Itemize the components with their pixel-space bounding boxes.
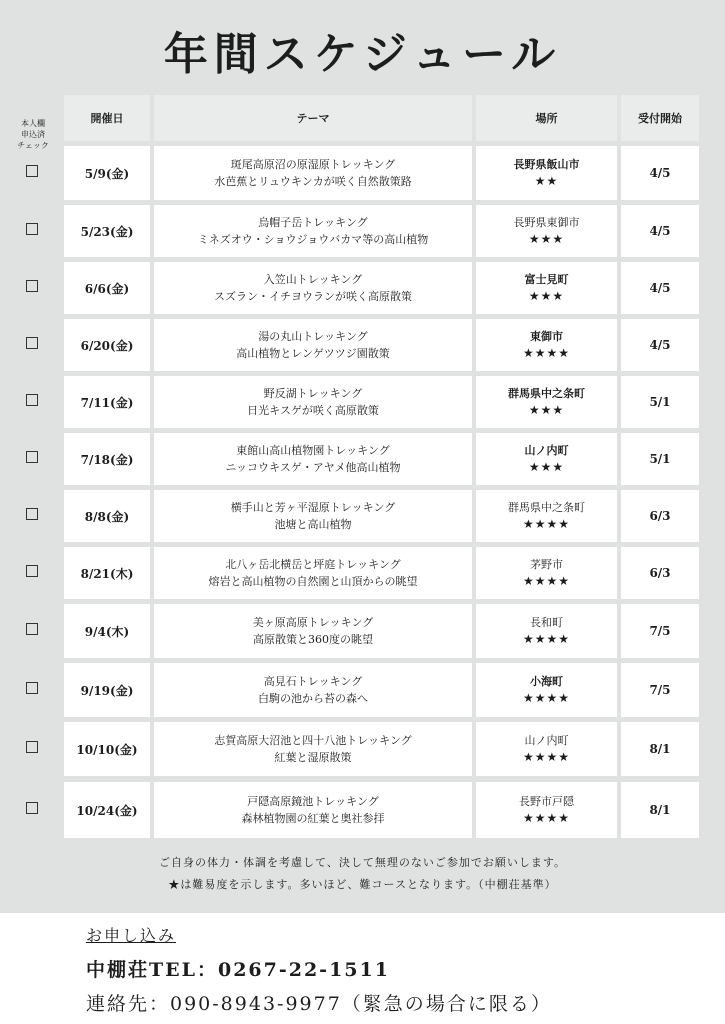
difficulty-stars: ★★★★ <box>522 346 571 360</box>
theme-description: 紅葉と湿原散策 <box>274 751 352 764</box>
difficulty-stars: ★★★★ <box>522 632 571 646</box>
apply-heading: お申し込み <box>86 926 177 945</box>
theme-description: 熔岩と高山植物の自然園と山頂からの眺望 <box>208 575 418 588</box>
event-theme <box>154 604 472 658</box>
event-date: 9/4(木) <box>64 604 150 658</box>
table-row <box>0 205 725 257</box>
table-row <box>0 376 725 428</box>
notes <box>0 852 725 896</box>
header-open: 受付開始 <box>621 95 699 141</box>
difficulty-stars: ★★★★ <box>522 574 571 588</box>
difficulty-stars: ★★★★ <box>522 517 571 531</box>
signup-checkbox[interactable] <box>26 508 38 520</box>
difficulty-stars: ★★ <box>534 174 559 188</box>
event-date: 7/11(金) <box>64 376 150 428</box>
event-place <box>476 722 617 776</box>
theme-title: 烏帽子岳トレッキング <box>258 216 368 229</box>
difficulty-stars: ★★★ <box>528 289 565 303</box>
place-name: 長和町 <box>530 616 563 629</box>
registration-open-date: 8/1 <box>621 782 699 838</box>
checkbox-column-header: 本人欄 申込済 チェック <box>17 119 49 150</box>
theme-description: 高山植物とレンゲツツジ園散策 <box>236 347 390 360</box>
registration-open-date: 4/5 <box>621 205 699 257</box>
theme-description: 日光キスゲが咲く高原散策 <box>247 404 379 417</box>
theme-description: 白駒の池から苔の森へ <box>258 692 368 705</box>
table-row <box>0 319 725 371</box>
event-place <box>476 782 617 838</box>
place-name: 長野市戸隠 <box>519 795 574 808</box>
event-theme <box>154 376 472 428</box>
signup-checkbox[interactable] <box>26 682 38 694</box>
place-name: 茅野市 <box>530 558 563 571</box>
footer <box>0 913 725 1024</box>
theme-title: 野反湖トレッキング <box>263 387 363 400</box>
signup-checkbox[interactable] <box>26 451 38 463</box>
registration-open-date: 5/1 <box>621 433 699 485</box>
theme-title: 北八ヶ岳北横岳と坪庭トレッキング <box>225 558 401 571</box>
event-place <box>476 376 617 428</box>
theme-description: 池塘と高山植物 <box>274 518 352 531</box>
signup-checkbox[interactable] <box>26 623 38 635</box>
table-row <box>0 490 725 542</box>
difficulty-stars: ★★★ <box>528 460 565 474</box>
place-name: 山ノ内町 <box>524 734 569 747</box>
signup-checkbox[interactable] <box>26 337 38 349</box>
event-date: 6/20(金) <box>64 319 150 371</box>
event-date: 6/6(金) <box>64 262 150 314</box>
signup-checkbox[interactable] <box>26 394 38 406</box>
contact-line: 連絡先：090-8943-9977（緊急の場合に限る） <box>86 993 552 1015</box>
event-date: 10/10(金) <box>64 722 150 776</box>
difficulty-stars: ★★★ <box>528 403 565 417</box>
theme-title: 湯の丸山トレッキング <box>258 330 368 343</box>
registration-open-date: 5/1 <box>621 376 699 428</box>
theme-description: ミネズオウ・ショウジョウバカマ等の高山植物 <box>197 233 429 246</box>
theme-description: スズラン・イチヨウランが咲く高原散策 <box>214 290 412 303</box>
event-date: 7/18(金) <box>64 433 150 485</box>
place-name: 東御市 <box>530 330 563 343</box>
theme-description: ニッコウキスゲ・アヤメ他高山植物 <box>225 461 401 474</box>
event-place <box>476 146 617 200</box>
difficulty-stars: ★★★ <box>528 232 565 246</box>
registration-open-date: 4/5 <box>621 319 699 371</box>
table-row <box>0 663 725 717</box>
signup-checkbox[interactable] <box>26 565 38 577</box>
difficulty-stars: ★★★★ <box>522 750 571 764</box>
registration-open-date: 6/3 <box>621 547 699 599</box>
note-line: ★は難易度を示します。多いほど、難コースとなります。（中棚荘基準） <box>168 878 557 891</box>
place-name: 長野県東御市 <box>513 216 580 229</box>
event-theme <box>154 146 472 200</box>
signup-checkbox[interactable] <box>26 802 38 814</box>
event-place <box>476 604 617 658</box>
event-date: 5/9(金) <box>64 146 150 200</box>
theme-title: 志賀高原大沼池と四十八池トレッキング <box>214 734 412 747</box>
theme-description: 水芭蕉とリュウキンカが咲く自然散策路 <box>214 175 412 188</box>
event-theme <box>154 782 472 838</box>
event-theme <box>154 547 472 599</box>
event-place <box>476 547 617 599</box>
event-place <box>476 490 617 542</box>
event-place <box>476 319 617 371</box>
place-name: 群馬県中之条町 <box>508 501 585 514</box>
table-row <box>0 547 725 599</box>
event-place <box>476 433 617 485</box>
signup-checkbox[interactable] <box>26 280 38 292</box>
table-row <box>0 433 725 485</box>
difficulty-stars: ★★★★ <box>522 811 571 825</box>
event-date: 8/8(金) <box>64 490 150 542</box>
page-title: 年間スケジュール <box>163 29 562 80</box>
event-date: 9/19(金) <box>64 663 150 717</box>
header-date: 開催日 <box>64 95 150 141</box>
registration-open-date: 6/3 <box>621 490 699 542</box>
signup-checkbox[interactable] <box>26 165 38 177</box>
registration-open-date: 8/1 <box>621 722 699 776</box>
event-theme <box>154 205 472 257</box>
table-row <box>0 262 725 314</box>
table-row <box>0 782 725 838</box>
theme-title: 美ヶ原高原トレッキング <box>252 616 374 629</box>
event-place <box>476 205 617 257</box>
theme-title: 入笠山トレッキング <box>263 273 363 286</box>
table-row <box>0 146 725 200</box>
theme-title: 斑尾高原沼の原湿原トレッキング <box>230 158 396 171</box>
event-theme <box>154 319 472 371</box>
registration-open-date: 7/5 <box>621 663 699 717</box>
registration-open-date: 4/5 <box>621 146 699 200</box>
event-date: 8/21(木) <box>64 547 150 599</box>
theme-title: 戸隠高原鏡池トレッキング <box>247 795 379 808</box>
difficulty-stars: ★★★★ <box>522 691 571 705</box>
table-row <box>0 604 725 658</box>
place-name: 富士見町 <box>524 273 569 286</box>
table-row <box>0 722 725 776</box>
event-place <box>476 663 617 717</box>
header-place: 場所 <box>476 95 617 141</box>
theme-description: 森林植物園の紅葉と奥社参拝 <box>241 812 385 825</box>
theme-title: 東館山高山植物園トレッキング <box>236 444 390 457</box>
theme-description: 高原散策と360度の眺望 <box>253 633 373 646</box>
signup-checkbox[interactable] <box>26 223 38 235</box>
event-theme <box>154 490 472 542</box>
header-theme: テーマ <box>154 95 472 141</box>
place-name: 小海町 <box>530 675 563 688</box>
place-name: 長野県飯山市 <box>513 158 580 171</box>
place-name: 群馬県中之条町 <box>508 387 585 400</box>
tel-line: 中棚荘TEL：0267-22-1511 <box>86 959 390 981</box>
event-date: 5/23(金) <box>64 205 150 257</box>
theme-title: 高見石トレッキング <box>263 675 363 688</box>
note-line: ご自身の体力・体調を考慮して、決して無理のないご参加でお願いします。 <box>159 856 566 869</box>
registration-open-date: 7/5 <box>621 604 699 658</box>
event-theme <box>154 433 472 485</box>
event-theme <box>154 722 472 776</box>
registration-open-date: 4/5 <box>621 262 699 314</box>
theme-title: 横手山と芳ヶ平湿原トレッキング <box>230 501 396 514</box>
event-theme <box>154 262 472 314</box>
signup-checkbox[interactable] <box>26 741 38 753</box>
event-theme <box>154 663 472 717</box>
event-date: 10/24(金) <box>64 782 150 838</box>
place-name: 山ノ内町 <box>524 444 569 457</box>
event-place <box>476 262 617 314</box>
